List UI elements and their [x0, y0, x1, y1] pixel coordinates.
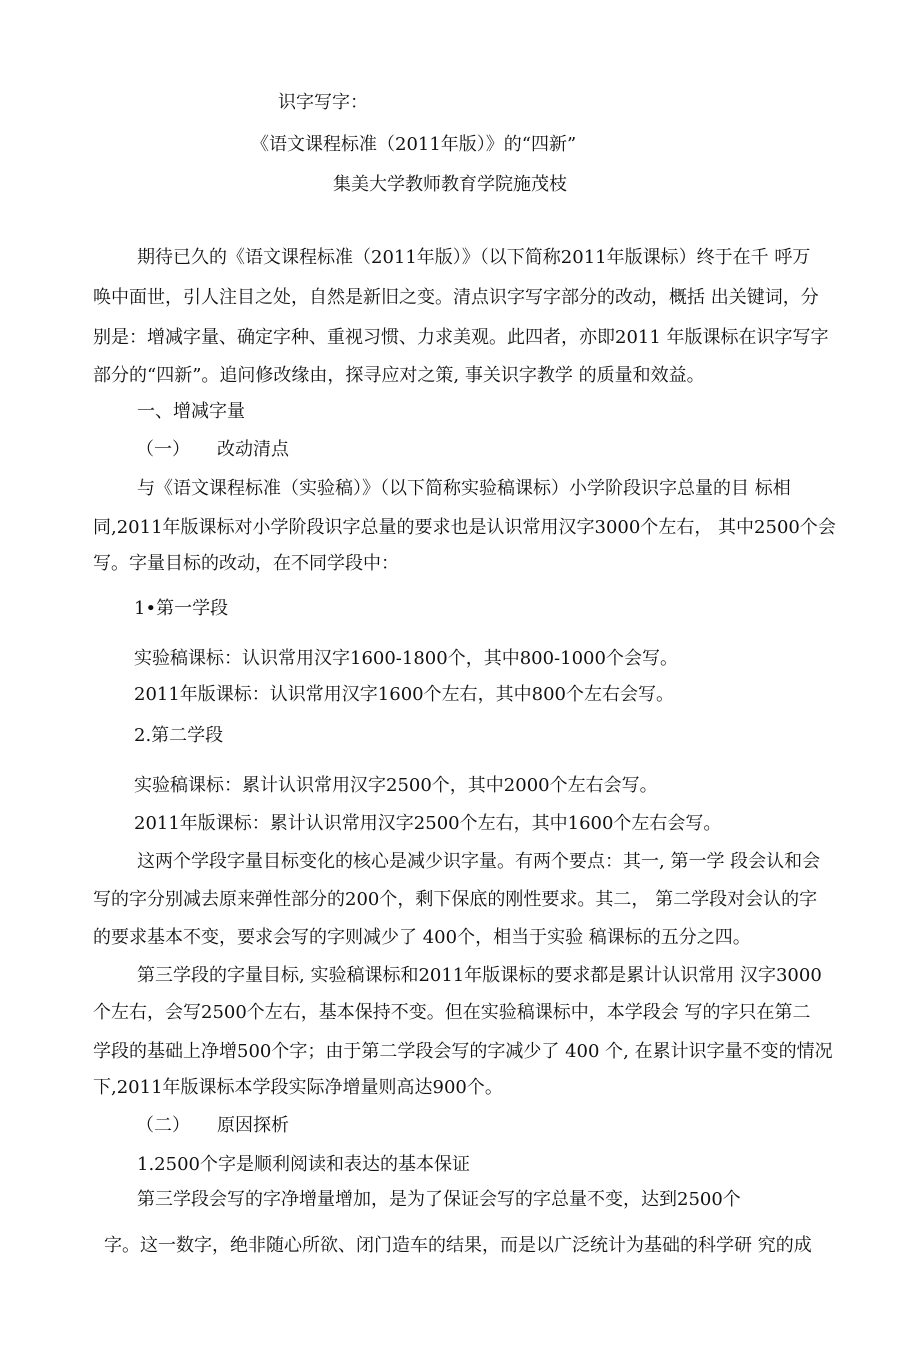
body-line: 实验稿课标：认识常用汉字1600-1800个，其中800-1000个会写。 — [134, 648, 678, 669]
stage-heading: 1•第一学段 — [134, 598, 229, 619]
body-line: 写的字分别减去原来弹性部分的200个，剩下保底的刚性要求。其二， 第二学段对会认的字 — [93, 889, 818, 910]
subsection-title: 改动清点 — [217, 439, 289, 460]
intro-line: 别是：增减字量、确定字种、重视习惯、力求美观。此四者，亦即2011 年版课标在识字写字 — [93, 327, 829, 348]
intro-line: 部分的“四新”。追问修改缘由，探寻应对之策, 事关识字教学 的质量和效益。 — [93, 365, 705, 386]
body-line: 学段的基础上净增500个字；由于第二学段会写的字减少了 400 个, 在累计识字量不变的情况 — [93, 1041, 833, 1062]
body-line: 同,2011年版课标对小学阶段识字总量的要求也是认识常用汉字3000个左右， 其中2500个会 — [93, 517, 836, 538]
subsection-title: 原因探析 — [217, 1115, 289, 1136]
body-line: 的要求基本不变，要求会写的字则减少了 400个，相当于实验 稿课标的五分之四。 — [93, 927, 751, 948]
subsection-number: （一） — [136, 439, 190, 460]
title-line-2: 《语文课程标准（2011年版）》的“四新” — [251, 134, 577, 155]
section-heading: 一、增减字量 — [137, 401, 245, 422]
body-line: 写。字量目标的改动，在不同学段中： — [93, 553, 399, 574]
subsection-number: （二） — [136, 1115, 190, 1136]
body-line: 字。这一数字，绝非随心所欲、闭门造车的结果，而是以广泛统计为基础的科学研 究的成 — [104, 1235, 812, 1256]
title-line-1: 识字写字： — [278, 92, 368, 113]
body-line: 2011年版课标：认识常用汉字1600个左右，其中800个左右会写。 — [134, 684, 674, 705]
intro-line: 唤中面世，引人注目之处，自然是新旧之变。清点识字写字部分的改动，概括 出关键词，分 — [93, 287, 819, 308]
body-line: 第三学段会写的字净增量增加，是为了保证会写的字总量不变，达到2500个 — [137, 1189, 741, 1210]
body-line: 这两个学段字量目标变化的核心是减少识字量。有两个要点：其一, 第一学 段会认和会 — [137, 851, 821, 872]
author-line: 集美大学教师教育学院施茂枝 — [333, 174, 567, 195]
point-heading: 1.2500个字是顺利阅读和表达的基本保证 — [137, 1154, 470, 1175]
body-line: 2011年版课标：累计认识常用汉字2500个左右，其中1600个左右会写。 — [134, 813, 722, 834]
stage-heading: 2.第二学段 — [134, 725, 224, 746]
body-line: 第三学段的字量目标, 实验稿课标和2011年版课标的要求都是累计认识常用 汉字3000 — [137, 965, 822, 986]
body-line: 个左右，会写2500个左右，基本保持不变。但在实验稿课标中，本学段会 写的字只在第二 — [93, 1002, 811, 1023]
body-line: 实验稿课标：累计认识常用汉字2500个，其中2000个左右会写。 — [134, 775, 658, 796]
intro-line: 期待已久的《语文课程标准（2011年版）》（以下简称2011年版课标）终于在千 呼万 — [137, 247, 811, 268]
body-line: 下,2011年版课标本学段实际净增量则高达900个。 — [93, 1077, 503, 1098]
body-line: 与《语文课程标准（实验稿）》（以下简称实验稿课标）小学阶段识字总量的目 标相 — [137, 478, 791, 499]
